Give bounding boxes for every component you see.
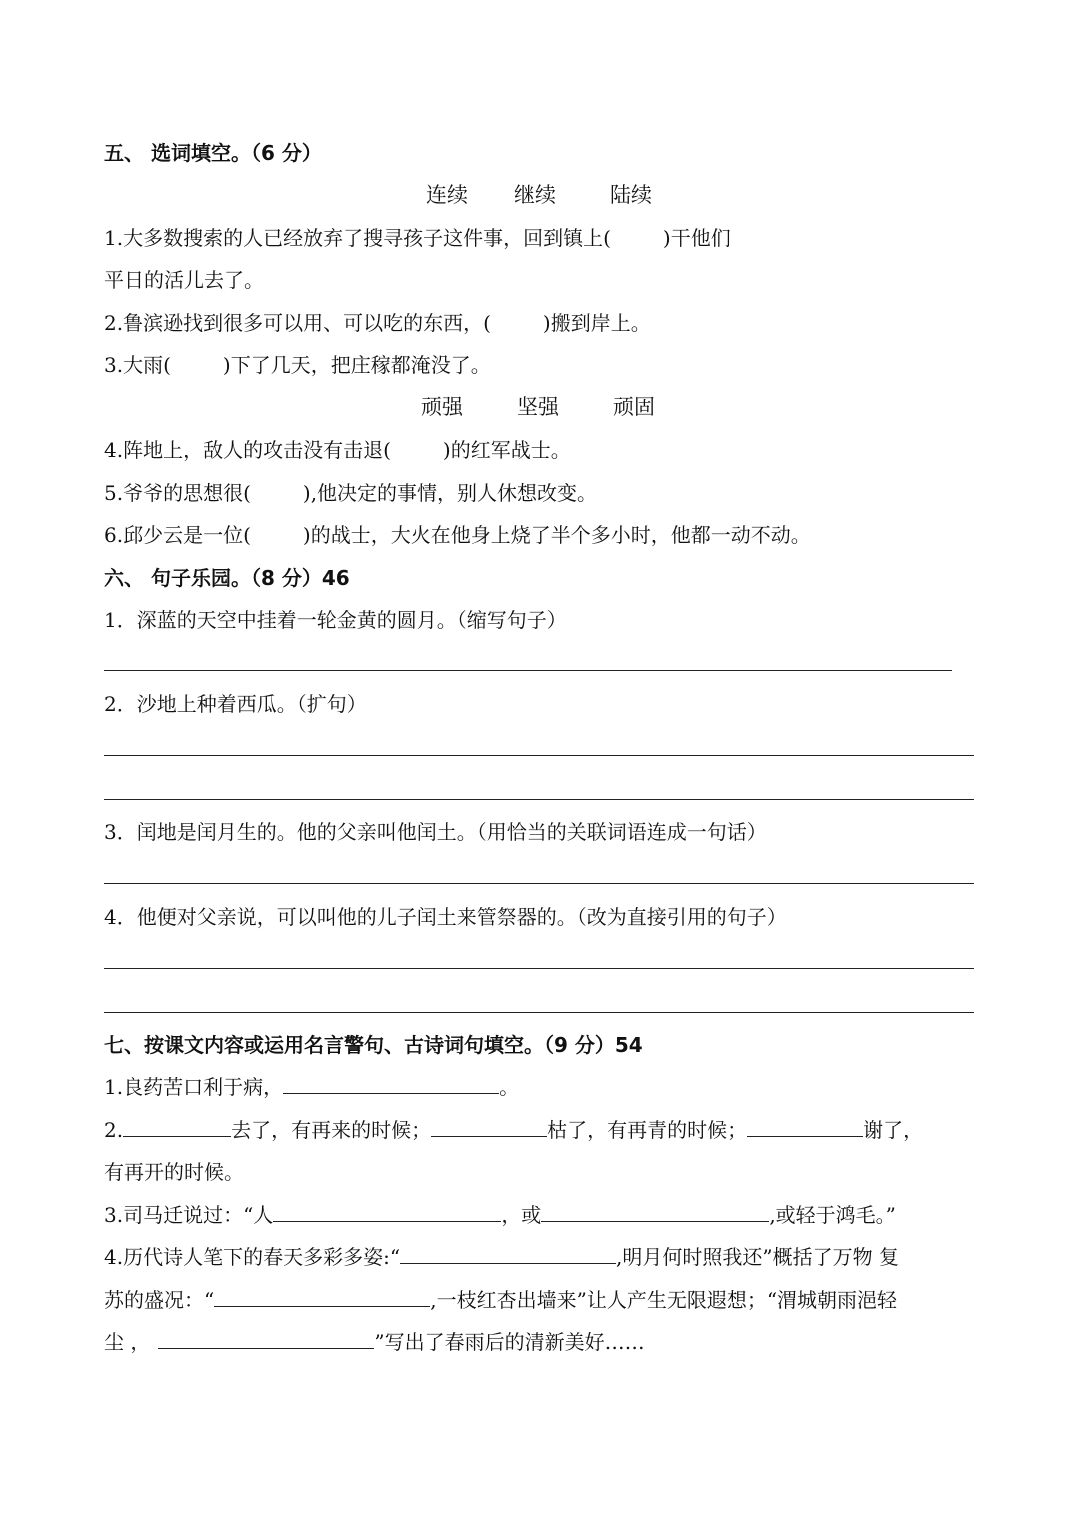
question-7-1: 1.良药苦口利于病， 。 <box>104 1075 520 1099</box>
question-7-4: 4.历代诗人笔下的春天多彩多姿:“ ,明月何时照我还”概括了万物 复 <box>104 1245 899 1269</box>
question-6-1: 1．深蓝的天空中挂着一轮金黄的圆月。（缩写句子） <box>104 608 567 632</box>
question-5-6: 6.邱少云是一位( )的战士，大火在他身上烧了半个多小时，他都一动不动。 <box>104 523 811 547</box>
fill-blank[interactable] <box>400 1245 616 1264</box>
word-option: 继续 <box>514 183 556 207</box>
question-5-5: 5.爷爷的思想很( ),他决定的事情，别人休想改变。 <box>104 481 598 505</box>
fill-blank[interactable] <box>214 1288 430 1307</box>
question-7-3: 3.司马迁说过：“人 ，或 ,或轻于鸿毛。” <box>104 1203 896 1227</box>
question-6-4: 4．他便对父亲说，可以叫他的儿子闰土来管祭器的。（改为直接引用的句子） <box>104 905 787 929</box>
word-bank-1 <box>426 181 652 209</box>
word-option: 坚强 <box>517 395 559 419</box>
question-6-2: 2．沙地上种着西瓜。（扩句） <box>104 692 367 716</box>
answer-line[interactable] <box>104 799 974 800</box>
fill-blank[interactable] <box>283 1075 499 1094</box>
section-6-title: 六、 句子乐园。（8 分）46 <box>104 566 350 590</box>
fill-blank[interactable] <box>541 1203 769 1222</box>
section-7-title: 七、按课文内容或运用名言警句、古诗词句填空。（9 分）54 <box>104 1033 643 1057</box>
question-5-3: 3.大雨( )下了几天，把庄稼都淹没了。 <box>104 353 491 377</box>
question-5-4: 4.阵地上，敌人的攻击没有击退( )的红军战士。 <box>104 438 571 462</box>
question-7-2: 2. 去了，有再来的时候； 枯了，有再青的时候； 谢了， <box>104 1118 924 1142</box>
word-bank-2 <box>421 393 655 421</box>
fill-blank[interactable] <box>431 1118 547 1137</box>
question-5-1-cont: 平日的活儿去了。 <box>104 268 264 292</box>
answer-line[interactable] <box>104 755 974 756</box>
question-5-1: 1.大多数搜索的人已经放弃了搜寻孩子这件事，回到镇上( )干他们 <box>104 226 731 250</box>
question-5-2: 2.鲁滨逊找到很多可以用、可以吃的东西，( )搬到岸上。 <box>104 311 651 335</box>
question-7-4-cont: 苏的盛况：“ ,一枝红杏出墙来”让人产生无限遐想；“渭城朝雨浥轻 <box>104 1288 898 1312</box>
fill-blank[interactable] <box>273 1203 501 1222</box>
fill-blank[interactable] <box>747 1118 863 1137</box>
word-option: 顽强 <box>421 395 463 419</box>
word-option: 连续 <box>426 183 468 207</box>
answer-line[interactable] <box>104 1012 974 1013</box>
question-7-4-cont2: 尘 ， ”写出了春雨后的清新美好…… <box>104 1330 645 1354</box>
fill-blank[interactable] <box>123 1118 231 1137</box>
answer-line[interactable] <box>104 883 974 884</box>
section-5-title: 五、 选词填空。（6 分） <box>104 141 322 165</box>
fill-blank[interactable] <box>158 1330 374 1349</box>
answer-line[interactable] <box>104 670 952 671</box>
question-6-3: 3．闰地是闰月生的。他的父亲叫他闰土。（用恰当的关联词语连成一句话） <box>104 820 767 844</box>
word-option: 陆续 <box>610 183 652 207</box>
word-option: 顽固 <box>613 395 655 419</box>
answer-line[interactable] <box>104 968 974 969</box>
question-7-2-cont: 有再开的时候。 <box>104 1160 244 1184</box>
